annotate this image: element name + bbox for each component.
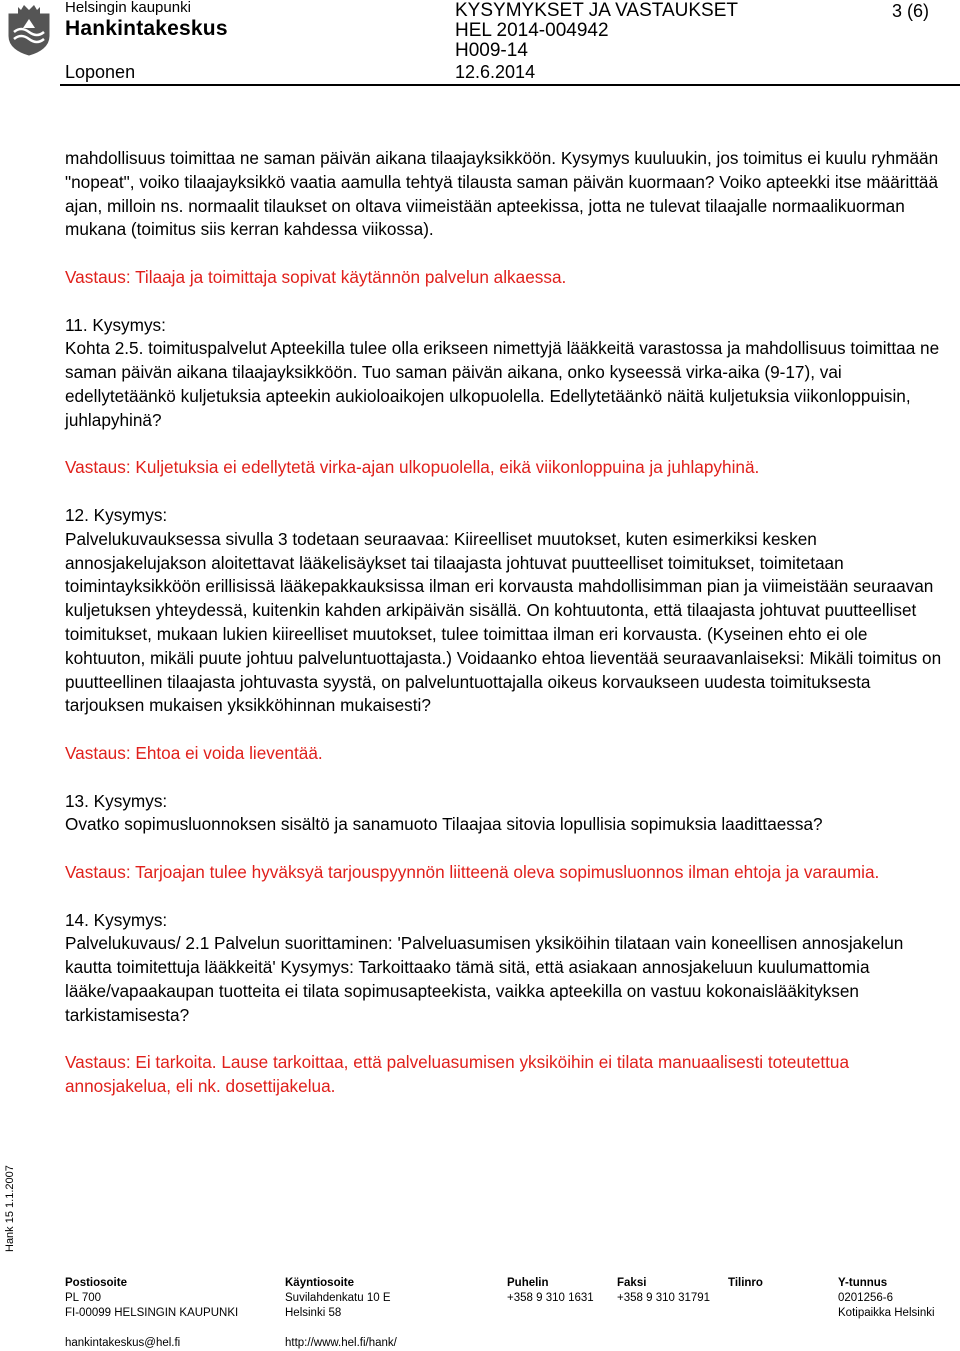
- footer-email: hankintakeskus@hel.fi: [65, 1337, 181, 1349]
- footer-phone-heading: Puhelin: [507, 1277, 549, 1289]
- document-header: [0, 0, 960, 84]
- author-name: Loponen: [65, 62, 136, 82]
- question-13-heading: 13. Kysymys:: [65, 790, 168, 811]
- answer-12: Vastaus: Ehtoa ei voida lieventää.: [65, 742, 323, 763]
- question-14-heading: 14. Kysymys:: [65, 909, 168, 930]
- footer-business-id-heading: Y-tunnus: [838, 1277, 888, 1289]
- footer-business-id: [838, 1276, 935, 1321]
- form-code-side-mark: Hank 15 1.1.2007: [4, 1165, 16, 1252]
- document-body: [65, 147, 945, 1099]
- page-number: 3 (6): [892, 1, 930, 21]
- answer-11: Vastaus: Kuljetuksia ei edellytetä virka-ajan ulkopuolella, eikä viikonloppuina ja juhlapyhinä.: [65, 457, 760, 478]
- footer-phone-number: +358 9 310 1631: [507, 1292, 594, 1304]
- answer-14: Vastaus: Ei tarkoita. Lause tarkoittaa, että palveluasumisen yksiköihin ei tilata manuaalisesti toteutettua annosjakelua, eli nk. dosettijakelua.: [65, 1052, 850, 1097]
- question-12-text: Palvelukuvauksessa sivulla 3 todetaan seuraavaa: Kiireelliset muutokset, kuten esimerkiksi kesken annosjakelujakson aloitettavat lääkelisäykset tai tilaajasta johtuvat puutteelliset toimitukset, toimitetaan toimintayksikköön erillisissä lääkepakkauksissa ilman eri korvausta mahdollisimman pian ja viimeistään seuraavan kuljetuksen yhteydessä, kuitenkin kahden arkipäivän sisällä. On kohtuutonta, että tilaajasta johtuvat puutteelliset toimitukset, mukaan lukien kiireelliset muutokset, tulee toimittaa ilman eri korvausta. (Kyseinen ehto ei ole kohtuuton, mikäli puute johtuu palveluntuottajasta.) Voidaanko ehtoa lieventää seuraavanlaiseksi: Mikäli toimitus on puutteellinen tilaajasta johtuvasta syystä, on palveluntuottajalla oikeus korvaukseen uudesta toimituksesta tarjouksen mukaisen yksikköhinnan mukaisesti?: [65, 528, 942, 716]
- document-title: KYSYMYKSET JA VASTAUKSET: [455, 0, 738, 21]
- question-10-continuation: mahdollisuus toimittaa ne saman päivän aikana tilaajayksikköön. Kysymys kuuluukin, jos toimitus ei kuulu ryhmään "nopeat", voiko tilaajayksikkö vaatia aamulla tehtyä tilausta saman päivän kuormaan? Voiko apteekki itse määrittää ajan, milloin ns. normaalit tilaukset on oltava viimeistään apteekissa, jotta ne tulevat tilaajalle normaalikuorman mukana (toimitus siis kerran kahdessa viikossa).: [65, 148, 939, 240]
- footer-phone: [507, 1276, 594, 1306]
- question-13-text: Ovatko sopimusluonnoksen sisältö ja sanamuoto Tilaajaa sitovia lopullisia sopimuksia laadittaessa?: [65, 814, 823, 835]
- footer-domicile: Kotipaikka Helsinki: [838, 1307, 935, 1319]
- footer-postal-line2: FI-00099 HELSINGIN KAUPUNKI: [65, 1307, 239, 1319]
- footer-visiting-heading: Käyntiosoite: [285, 1277, 355, 1289]
- question-11-text: Kohta 2.5. toimituspalvelut Apteekilla tulee olla erikseen nimettyjä lääkkeitä varastossa ja mahdollisuus toimittaa ne saman päivän aikana tilaajayksikköön. Tuo saman päivän aikana, onko kyseessä virka-aika (9-17), vai edellytetäänkö kuljetuksia apteekin aukioloaikojen ulkopuolella. Edellytetäänkö näitä kuljetuksia viikonloppuisin, juhlapyhinä?: [65, 338, 940, 430]
- footer-visiting-address: [285, 1276, 397, 1351]
- footer-account: [728, 1276, 763, 1291]
- footer-visiting-line1: Suvilahdenkatu 10 E: [285, 1292, 391, 1304]
- footer-fax-number: +358 9 310 31791: [617, 1292, 711, 1304]
- footer-postal-heading: Postiosoite: [65, 1277, 127, 1289]
- document-reference: H009-14: [455, 40, 528, 61]
- footer-business-id-value: 0201256-6: [838, 1292, 893, 1304]
- question-11-heading: 11. Kysymys:: [65, 314, 166, 335]
- footer-postal-address: [65, 1276, 238, 1351]
- footer-website: http://www.hel.fi/hank/: [285, 1337, 397, 1349]
- question-14-text: Palvelukuvaus/ 2.1 Palvelun suorittaminen: 'Palveluasumisen yksiköihin tilataan vain koneellisen annosjakelun kautta toimitettuja lääkkeitä' Kysymys: Tarkoittaako tämä sitä, että asiakaan annosjakeluun kuulumattomia lääke/vapaakaupan tuotteita ei tilata sopimusapteekista, vaikka apteekilla on vastuu kokonaislääkityksen tarkistamisesta?: [65, 933, 904, 1025]
- answer-13: Vastaus: Tarjoajan tulee hyväksyä tarjouspyynnön liitteenä oleva sopimusluonnos ilman ehtoja ja varaumia.: [65, 861, 880, 882]
- document-date: 12.6.2014: [455, 62, 536, 82]
- header-divider: [60, 84, 960, 86]
- helsinki-crest-icon: [6, 2, 52, 56]
- footer-fax: [617, 1276, 710, 1306]
- organization-name: Helsingin kaupunki: [65, 0, 191, 16]
- department-name: Hankintakeskus: [65, 17, 228, 40]
- answer-10: Vastaus: Tilaaja ja toimittaja sopivat käytännön palvelun alkaessa.: [65, 266, 567, 287]
- question-12-heading: 12. Kysymys:: [65, 504, 168, 525]
- footer-account-heading: Tilinro: [728, 1277, 763, 1289]
- footer-visiting-line2: Helsinki 58: [285, 1307, 342, 1319]
- footer-postal-line1: PL 700: [65, 1292, 102, 1304]
- footer-fax-heading: Faksi: [617, 1277, 647, 1289]
- document-footer: [0, 1276, 960, 1351]
- document-number: HEL 2014-004942: [455, 20, 609, 41]
